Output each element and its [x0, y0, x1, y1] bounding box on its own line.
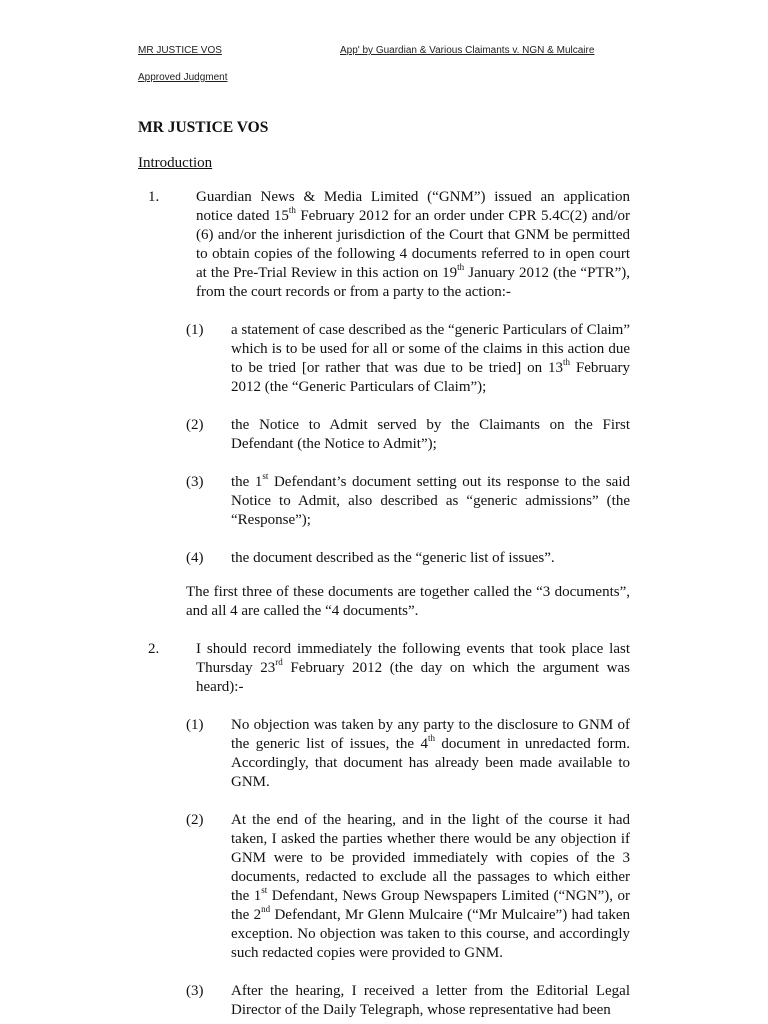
sub-item-text: the document described as the “generic list of issues”.: [231, 550, 555, 566]
paragraph-number: 1.: [148, 189, 160, 205]
sub-item-number: (1): [186, 322, 204, 338]
sub-item: [138, 473, 630, 530]
sub-item-text: No objection was taken by any party to the disclosure to GNM of the generic list of issues, the 4th document in unredacted form. Accordingly, that document has already been made available to GNM.: [231, 717, 630, 790]
sub-item-text: the Notice to Admit served by the Claimants on the First Defendant (the Notice to Admit”);: [231, 417, 630, 452]
section-heading: Introduction: [138, 155, 213, 171]
judgment-body: [138, 118, 630, 1020]
paragraph-text: I should record immediately the following events that took place last Thursday 23rd February 2012 (the day on which the argument was heard):-: [196, 641, 631, 695]
sub-item: [138, 716, 630, 792]
sub-item-text: After the hearing, I received a letter from the Editorial Legal Director of the Daily Telegraph, whose representative had been: [231, 983, 630, 1018]
paragraph-1: [138, 188, 630, 302]
sub-item-number: (2): [186, 417, 204, 433]
paragraph-closing: The first three of these documents are together called the “3 documents”, and all 4 are called the “4 documents”.: [186, 584, 630, 619]
paragraph-number: 2.: [148, 641, 160, 657]
approved-judgment-label: Approved Judgment: [138, 72, 228, 83]
sub-item: [138, 549, 630, 568]
sub-item: [138, 321, 630, 397]
running-header-case: App' by Guardian & Various Claimants v. NGN & Mulcaire: [340, 45, 595, 56]
sub-item-text: At the end of the hearing, and in the light of the course it had taken, I asked the parties whether there would be any objection if GNM were to be provided immediately with copies of the 3 documents, redacted to exclude all the passages to which either the 1st Defendant, News Group Newspapers Limited (“NGN”), or the 2nd Defendant, Mr Glenn Mulcaire (“Mr Mulcaire”) had taken exception. No objection was taken to this course, and accordingly such redacted copies were provided to GNM.: [231, 812, 630, 961]
paragraph-text: Guardian News & Media Limited (“GNM”) issued an application notice dated 15th February 2012 for an order under CPR 5.4C(2) and/or (6) and/or the inherent jurisdiction of the Court that GNM be permitted to obtain copies of the following 4 documents referred to in open court at the Pre-Trial Review in this action on 19th January 2012 (the “PTR”), from the court records or from a party to the action:-: [196, 189, 630, 300]
sub-item-number: (1): [186, 717, 204, 733]
sub-item-text: the 1st Defendant’s document setting out its response to the said Notice to Admit, also described as “generic admissions” (the “Response”);: [231, 471, 630, 528]
sub-item-text: a statement of case described as the “generic Particulars of Claim” which is to be used for all or some of the claims in this action due to be tried [or rather that was due to be tried] on 13th February 2012 (the “Generic Particulars of Claim”);: [231, 322, 630, 395]
sub-item: [138, 416, 630, 454]
running-header-judge: MR JUSTICE VOS: [138, 45, 222, 56]
sub-item-number: (4): [186, 550, 204, 566]
sub-item-number: (3): [186, 983, 204, 999]
sub-item-number: (3): [186, 474, 204, 490]
judgment-title: MR JUSTICE VOS: [138, 119, 269, 136]
sub-item: [138, 982, 630, 1020]
sub-item: [138, 811, 630, 963]
paragraph-2: [138, 640, 630, 697]
sub-item-number: (2): [186, 812, 204, 828]
